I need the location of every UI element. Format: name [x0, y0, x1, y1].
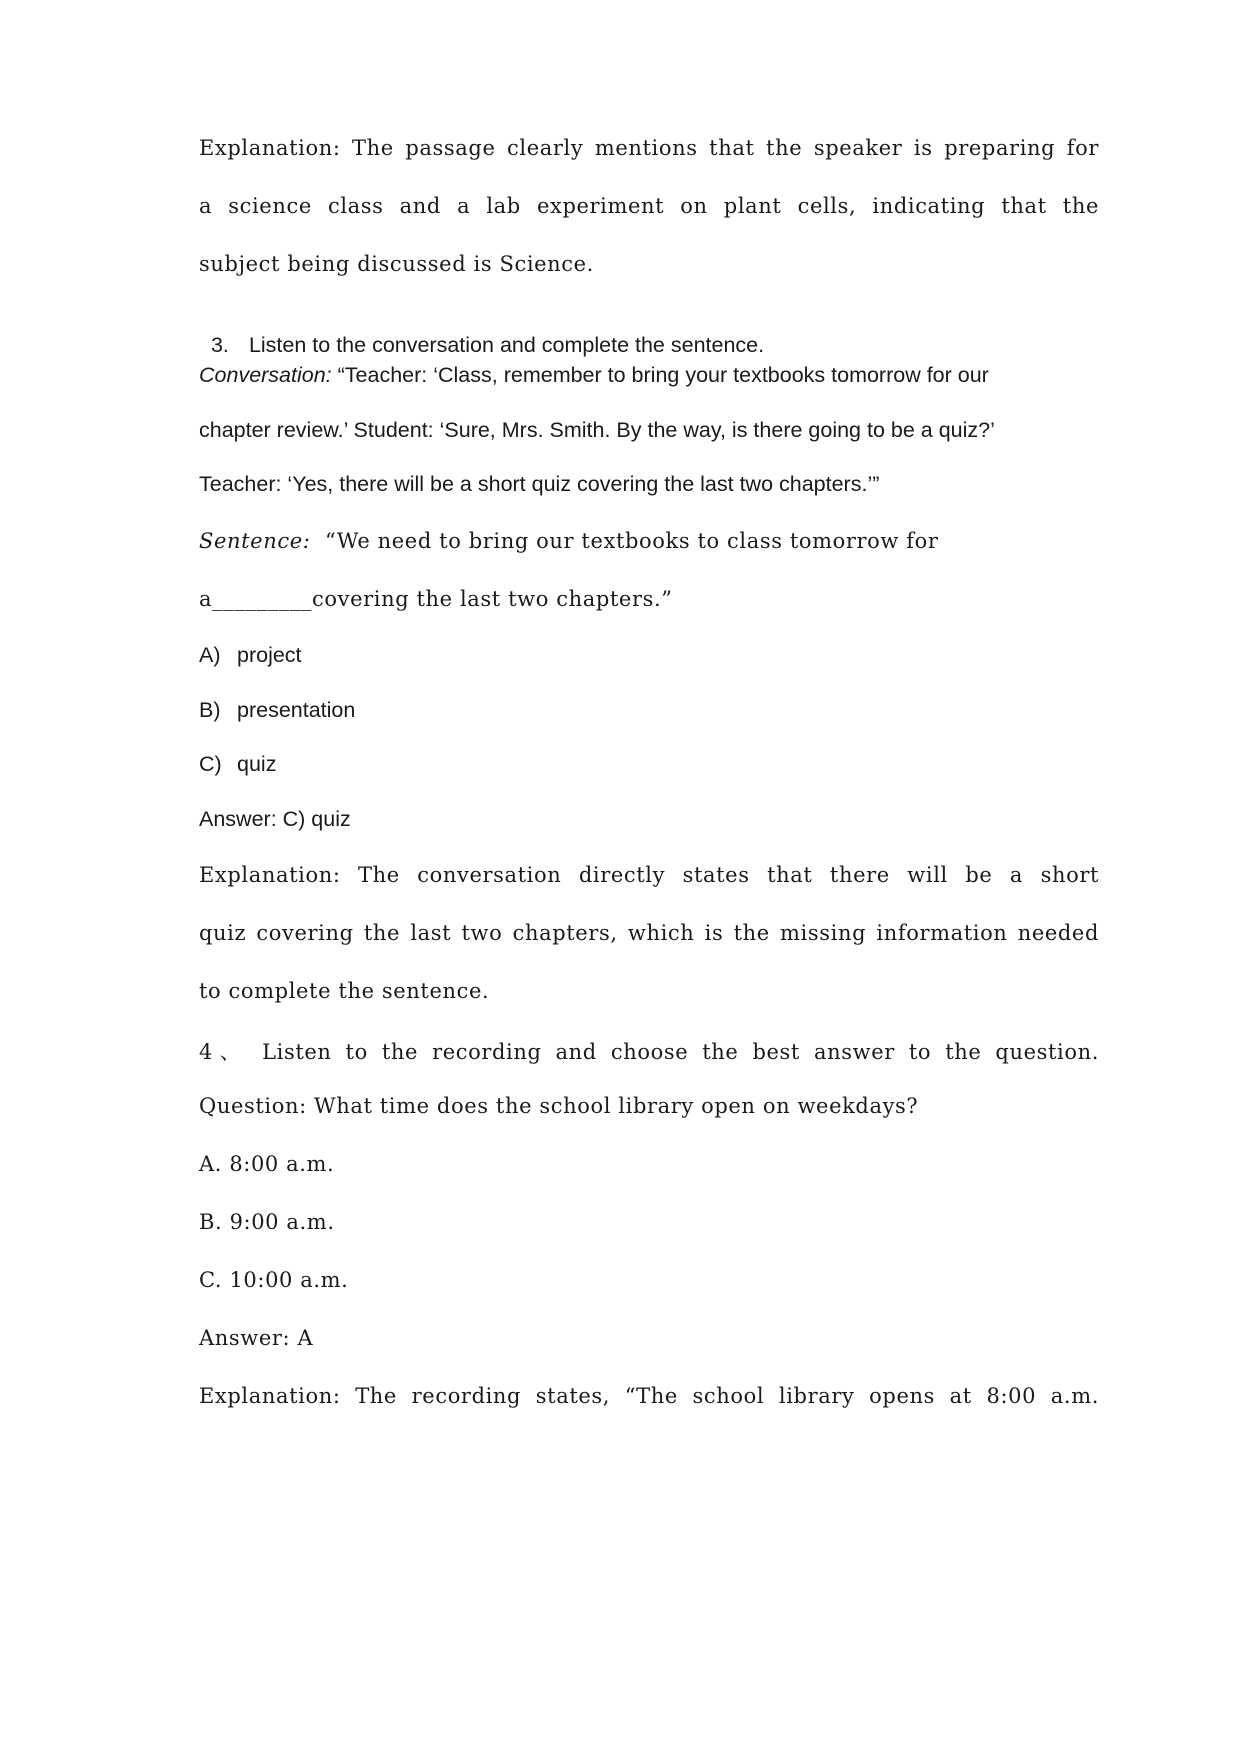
q2-explanation-line-2: a science class and a lab experiment on plant cells, indicating that the — [199, 194, 1099, 218]
q3-instruction-text: Listen to the conversation and complete the sentence. — [248, 333, 765, 357]
q4-explanation-line-1: Explanation: The recording states, “The school library opens at 8:00 a.m. — [199, 1384, 1099, 1408]
q3-conversation-line-3: Teacher: ‘Yes, there will be a short quiz covering the last two chapters.’” — [199, 472, 880, 496]
q3-instruction — [199, 308, 1099, 358]
q3-option-b — [199, 698, 1099, 723]
q3-conversation-line-1 — [199, 363, 1099, 388]
q3-sentence-line-1 — [199, 529, 1099, 553]
q3-explanation-line-3: to complete the sentence. — [199, 979, 490, 1003]
conversation-label: Conversation: — [199, 363, 332, 387]
option-letter: A) — [199, 643, 221, 667]
q4-option-c: C. 10:00 a.m. — [199, 1268, 349, 1292]
option-text: quiz — [237, 752, 277, 776]
q4-option-a: A. 8:00 a.m. — [199, 1152, 335, 1176]
q4-answer: Answer: A — [199, 1326, 314, 1350]
conversation-text-1: “Teacher: ‘Class, remember to bring your textbooks tomorrow for our — [331, 363, 989, 387]
q2-explanation-line-1: Explanation: The passage clearly mentions that the speaker is preparing for — [199, 136, 1099, 160]
q3-explanation-line-2: quiz covering the last two chapters, which is the missing information needed — [199, 921, 1099, 945]
q3-number: 3. — [210, 333, 229, 357]
option-text: presentation — [237, 698, 356, 722]
option-text: project — [237, 643, 302, 667]
q3-conversation-line-2: chapter review.’ Student: ‘Sure, Mrs. Smith. By the way, is there going to be a quiz?’ — [199, 418, 995, 442]
q2-explanation-line-3: subject being discussed is Science. — [199, 252, 594, 276]
q4-option-b: B. 9:00 a.m. — [199, 1210, 335, 1234]
q3-explanation-line-1: Explanation: The conversation directly states that there will be a short — [199, 863, 1099, 887]
q3-sentence-line-2: a_________covering the last two chapters.” — [199, 587, 673, 611]
sentence-text-1: “We need to bring our textbooks to class tomorrow for — [310, 529, 939, 553]
sentence-label: Sentence: — [199, 529, 311, 553]
option-letter: B) — [199, 698, 221, 722]
q3-answer: Answer: C) quiz — [199, 807, 351, 831]
q4-question: Question: What time does the school library open on weekdays? — [199, 1094, 919, 1118]
option-letter: C) — [199, 752, 222, 776]
q3-option-c — [199, 752, 1099, 777]
q3-option-a — [199, 643, 1099, 668]
q4-instruction: 4、 Listen to the recording and choose the best answer to the question. — [199, 1040, 1099, 1064]
